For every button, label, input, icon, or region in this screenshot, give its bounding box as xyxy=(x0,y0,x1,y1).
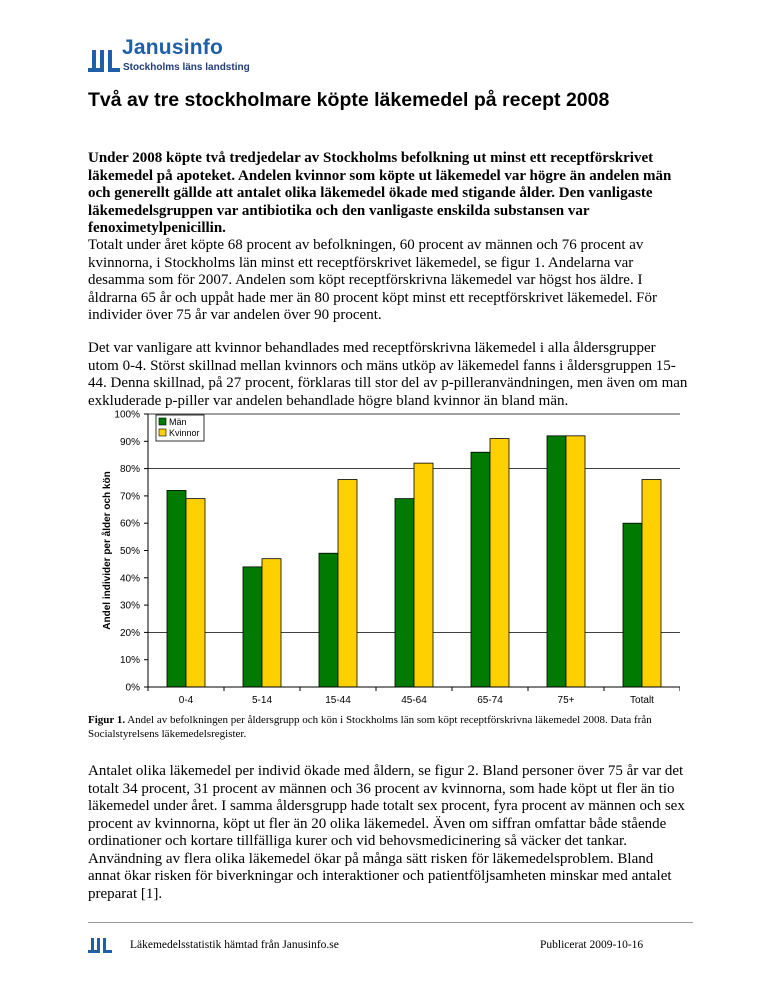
chart-legend xyxy=(156,415,204,441)
y-tick-label: 40% xyxy=(119,573,140,585)
x-tick-label: 15-44 xyxy=(325,695,351,706)
x-tick-label: 5-14 xyxy=(251,695,273,706)
caption-text: Andel av befolkningen per åldersgrupp och kön i Stockholms län som köpt receptförskrivna läkemedel 2008. Data från Socialstyrelsens läkemedelsregister. xyxy=(88,714,652,740)
bar-Män-15-44 xyxy=(319,553,338,687)
bar-Män-75+ xyxy=(547,436,566,687)
bar-Kvinnor-Totalt xyxy=(642,480,661,687)
caption-label: Figur 1. xyxy=(88,714,126,726)
page-title: Två av tre stockholmare köpte läkemedel på recept 2008 xyxy=(88,89,610,111)
legend-swatch-Kvinnor xyxy=(159,429,166,436)
figure-1-chart xyxy=(100,407,680,715)
bar-Män-0-4 xyxy=(167,490,186,687)
y-tick-label: 70% xyxy=(119,491,140,503)
bar-Män-45-64 xyxy=(395,499,414,687)
y-axis-label: Andel individer per ålder och kön xyxy=(102,471,113,630)
footer-divider xyxy=(88,922,693,923)
bar-Kvinnor-75+ xyxy=(566,436,585,687)
bar-Kvinnor-5-14 xyxy=(262,559,281,687)
y-tick-label: 0% xyxy=(125,682,140,694)
figure-caption xyxy=(88,713,718,741)
legend-swatch-Män xyxy=(159,418,166,425)
janusinfo-footer-logo-icon xyxy=(88,936,116,956)
footer-source: Läkemedelsstatistik hämtad från Janusinfo.se xyxy=(130,939,339,951)
bar-Kvinnor-15-44 xyxy=(338,480,357,687)
logo-brand: Janusinfo xyxy=(122,36,223,59)
x-tick-label: 0-4 xyxy=(178,695,194,706)
x-tick-label: 45-64 xyxy=(401,695,427,706)
body-paragraph-3: Antalet olika läkemedel per individ ökade med åldern, se figur 2. Bland personer över 75 år var det totalt 34 procent, 31 procent av männen och 36 procent av kvinnorna, som hade köpt ut fler än tio läkemedel under året. I samma åldersgrupp hade totalt sex procent, fyra procent av männen och sex procent av kvinnorna, köpt ut fler än 20 olika läkemedel. Även om siffran omfattar både stående ordinationer och kortare tillfälliga kurer och vid behovsmedicinering så väcker det tankar. Användning av flera olika läkemedel ökar på många sätt risken för läkemedelsproblem. Bland annat ökar risken för biverkningar och interaktioner och patientföljsamheten minskar med antalet preparat [1]. xyxy=(88,763,685,902)
bar-Kvinnor-0-4 xyxy=(186,499,205,687)
y-tick-label: 10% xyxy=(119,655,140,667)
bar-Män-65-74 xyxy=(471,452,490,687)
legend-label-Kvinnor: Kvinnor xyxy=(169,428,200,438)
y-tick-label: 90% xyxy=(119,436,140,448)
y-tick-label: 20% xyxy=(119,627,140,639)
legend-label-Män: Män xyxy=(169,417,187,427)
lead-paragraph: Under 2008 köpte två tredjedelar av Stockholms befolkning ut minst ett receptförskrivet läkemedel på apoteket. Andelen kvinnor som köpte ut läkemedel var högre än andelen män och generellt gällde att antalet olika läkemedel ökade med stigande ålder. Den vanligaste läkemedelsgruppen var antibiotika och den vanligaste enskilda substansen var fenoximetylpenicillin. xyxy=(88,150,672,236)
x-tick-label: 75+ xyxy=(557,695,575,706)
footer-published-date: Publicerat 2009-10-16 xyxy=(540,939,644,951)
y-tick-label: 80% xyxy=(119,464,140,476)
bar-Män-Totalt xyxy=(623,523,642,687)
body-paragraph-1: Totalt under året köpte 68 procent av befolkningen, 60 procent av männen och 76 procent av kvinnorna, i Stockholms län minst ett receptförskrivet läkemedel, se figur 1. Andelarna var desamma som för 2007. Andelen som köpt receptförskrivna läkemedel var högst hos äldre. I åldrarna 65 år och uppåt hade mer än 80 procent köpt minst ett receptförskrivet läkemedel. För individer över 75 år var andelen över 90 procent. xyxy=(88,237,657,323)
bar-Kvinnor-45-64 xyxy=(414,463,433,687)
y-tick-label: 60% xyxy=(119,518,140,530)
logo-subtitle: Stockholms läns landsting xyxy=(123,62,250,73)
chart-bars xyxy=(167,436,661,687)
x-tick-label: Totalt xyxy=(630,695,654,706)
y-tick-label: 30% xyxy=(119,600,140,612)
body-paragraph-2: Det var vanligare att kvinnor behandlades med receptförskrivna läkemedel i alla åldersgrupper utom 0-4. Störst skillnad mellan kvinnors och mäns utköp av läkemedel fanns i åldersgruppen 15-44. Denna skillnad, på 27 procent, förklaras till stor del av p-pilleranvändningen, men även om man exkluderade p-piller var andelen behandlade högre bland kvinnor än bland män. xyxy=(88,340,688,409)
x-tick-label: 65-74 xyxy=(477,695,503,706)
bar-Män-5-14 xyxy=(243,567,262,687)
y-tick-label: 50% xyxy=(119,546,140,557)
bar-Kvinnor-65-74 xyxy=(490,439,509,687)
y-tick-label: 100% xyxy=(114,409,140,421)
